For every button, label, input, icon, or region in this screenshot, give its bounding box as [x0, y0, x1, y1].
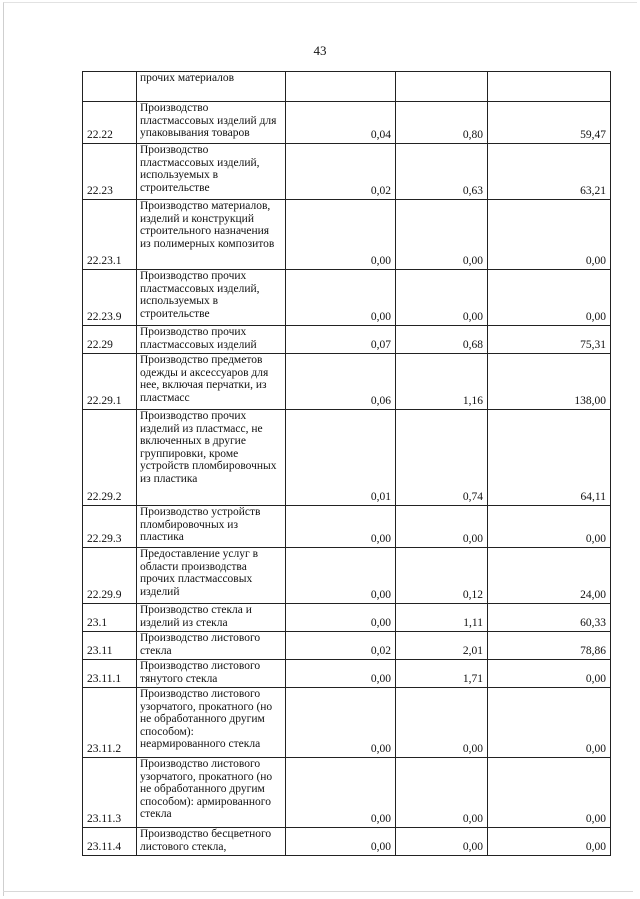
row-code: 22.29.3	[83, 506, 137, 548]
row-value-2: 0,00	[396, 506, 488, 548]
row-value-3: 63,21	[488, 144, 611, 200]
row-value-2: 1,71	[396, 660, 488, 688]
page-bottom-edge	[3, 891, 633, 892]
row-value-1: 0,01	[286, 410, 396, 506]
row-name: Производство стекла и изделий из стекла	[137, 604, 286, 632]
row-value-3: 0,00	[488, 660, 611, 688]
row-value-2: 0,63	[396, 144, 488, 200]
row-value-1: 0,04	[286, 102, 396, 144]
row-value-3: 78,86	[488, 632, 611, 660]
row-code: 23.11.3	[83, 758, 137, 828]
page-number: 43	[313, 43, 327, 58]
row-name: Производство пластмассовых изделий для упаковывания товаров	[137, 102, 286, 144]
table-row	[83, 144, 611, 200]
row-name: прочих материалов	[137, 72, 286, 102]
table-row	[83, 102, 611, 144]
row-name: Производство предметов одежды и аксессуаров для нее, включая перчатки, из пластмасс	[137, 354, 286, 410]
table-row	[83, 200, 611, 270]
table-row	[83, 604, 611, 632]
row-value-1: 0,07	[286, 326, 396, 354]
row-code: 23.11.2	[83, 688, 137, 758]
table-row	[83, 688, 611, 758]
data-table	[82, 71, 611, 856]
row-value-1	[286, 72, 396, 102]
row-value-2: 0,80	[396, 102, 488, 144]
row-value-2: 0,00	[396, 270, 488, 326]
row-value-1: 0,00	[286, 688, 396, 758]
row-code: 23.11	[83, 632, 137, 660]
table-row	[83, 72, 611, 102]
row-value-3	[488, 72, 611, 102]
row-value-3: 64,11	[488, 410, 611, 506]
row-name: Производство листового тянутого стекла	[137, 660, 286, 688]
row-value-3: 75,31	[488, 326, 611, 354]
row-value-3: 0,00	[488, 270, 611, 326]
row-code	[83, 72, 137, 102]
row-value-3: 0,00	[488, 506, 611, 548]
row-value-1: 0,00	[286, 200, 396, 270]
row-value-2: 0,74	[396, 410, 488, 506]
table-row	[83, 548, 611, 604]
row-value-1: 0,00	[286, 548, 396, 604]
table-row	[83, 632, 611, 660]
row-name: Производство прочих пластмассовых изделий, используемых в строительстве	[137, 270, 286, 326]
row-code: 22.29.9	[83, 548, 137, 604]
table-row	[83, 326, 611, 354]
row-code: 22.29.1	[83, 354, 137, 410]
row-value-2: 1,11	[396, 604, 488, 632]
row-value-2: 0,12	[396, 548, 488, 604]
row-name: Производство прочих пластмассовых изделий	[137, 326, 286, 354]
row-value-3: 138,00	[488, 354, 611, 410]
row-value-3: 24,00	[488, 548, 611, 604]
row-value-1: 0,00	[286, 604, 396, 632]
row-value-2: 2,01	[396, 632, 488, 660]
table-row	[83, 660, 611, 688]
table-row	[83, 410, 611, 506]
row-name: Производство листового узорчатого, прокатного (но не обработанного другим способом): армированного стекла	[137, 758, 286, 828]
table-row	[83, 828, 611, 856]
row-value-1: 0,00	[286, 758, 396, 828]
row-value-3: 59,47	[488, 102, 611, 144]
row-code: 22.23.1	[83, 200, 137, 270]
row-name: Производство листового стекла	[137, 632, 286, 660]
row-value-1: 0,00	[286, 828, 396, 856]
row-name: Производство листового узорчатого, прокатного (но не обработанного другим способом): неармированного стекла	[137, 688, 286, 758]
row-code: 23.1	[83, 604, 137, 632]
row-value-3: 0,00	[488, 688, 611, 758]
row-value-3: 60,33	[488, 604, 611, 632]
row-value-1: 0,02	[286, 632, 396, 660]
row-name: Производство пластмассовых изделий, используемых в строительстве	[137, 144, 286, 200]
row-code: 22.22	[83, 102, 137, 144]
row-value-2: 1,16	[396, 354, 488, 410]
row-value-2: 0,00	[396, 688, 488, 758]
table-row	[83, 758, 611, 828]
row-value-2: 0,00	[396, 200, 488, 270]
row-name: Производство устройств пломбировочных из пластика	[137, 506, 286, 548]
row-value-1: 0,00	[286, 270, 396, 326]
row-code: 22.23	[83, 144, 137, 200]
row-value-2: 0,00	[396, 758, 488, 828]
row-value-3: 0,00	[488, 200, 611, 270]
row-code: 22.23.9	[83, 270, 137, 326]
row-value-1: 0,00	[286, 506, 396, 548]
row-name: Предоставление услуг в области производства прочих пластмассовых изделий	[137, 548, 286, 604]
table-row	[83, 270, 611, 326]
row-value-3: 0,00	[488, 828, 611, 856]
row-name: Производство прочих изделий из пластмасс, не включенных в другие группировки, кроме устройств пломбировочных из пластика	[137, 410, 286, 506]
row-code: 23.11.4	[83, 828, 137, 856]
row-code: 23.11.1	[83, 660, 137, 688]
row-value-2	[396, 72, 488, 102]
row-code: 22.29	[83, 326, 137, 354]
row-name: Производство бесцветного листового стекла,	[137, 828, 286, 856]
row-value-2: 0,00	[396, 828, 488, 856]
row-value-2: 0,68	[396, 326, 488, 354]
row-value-3: 0,00	[488, 758, 611, 828]
table-row	[83, 506, 611, 548]
row-name: Производство материалов, изделий и конструкций строительного назначения из полимерных композитов	[137, 200, 286, 270]
table-row	[83, 354, 611, 410]
row-value-1: 0,00	[286, 660, 396, 688]
row-code: 22.29.2	[83, 410, 137, 506]
row-value-1: 0,02	[286, 144, 396, 200]
row-value-1: 0,06	[286, 354, 396, 410]
